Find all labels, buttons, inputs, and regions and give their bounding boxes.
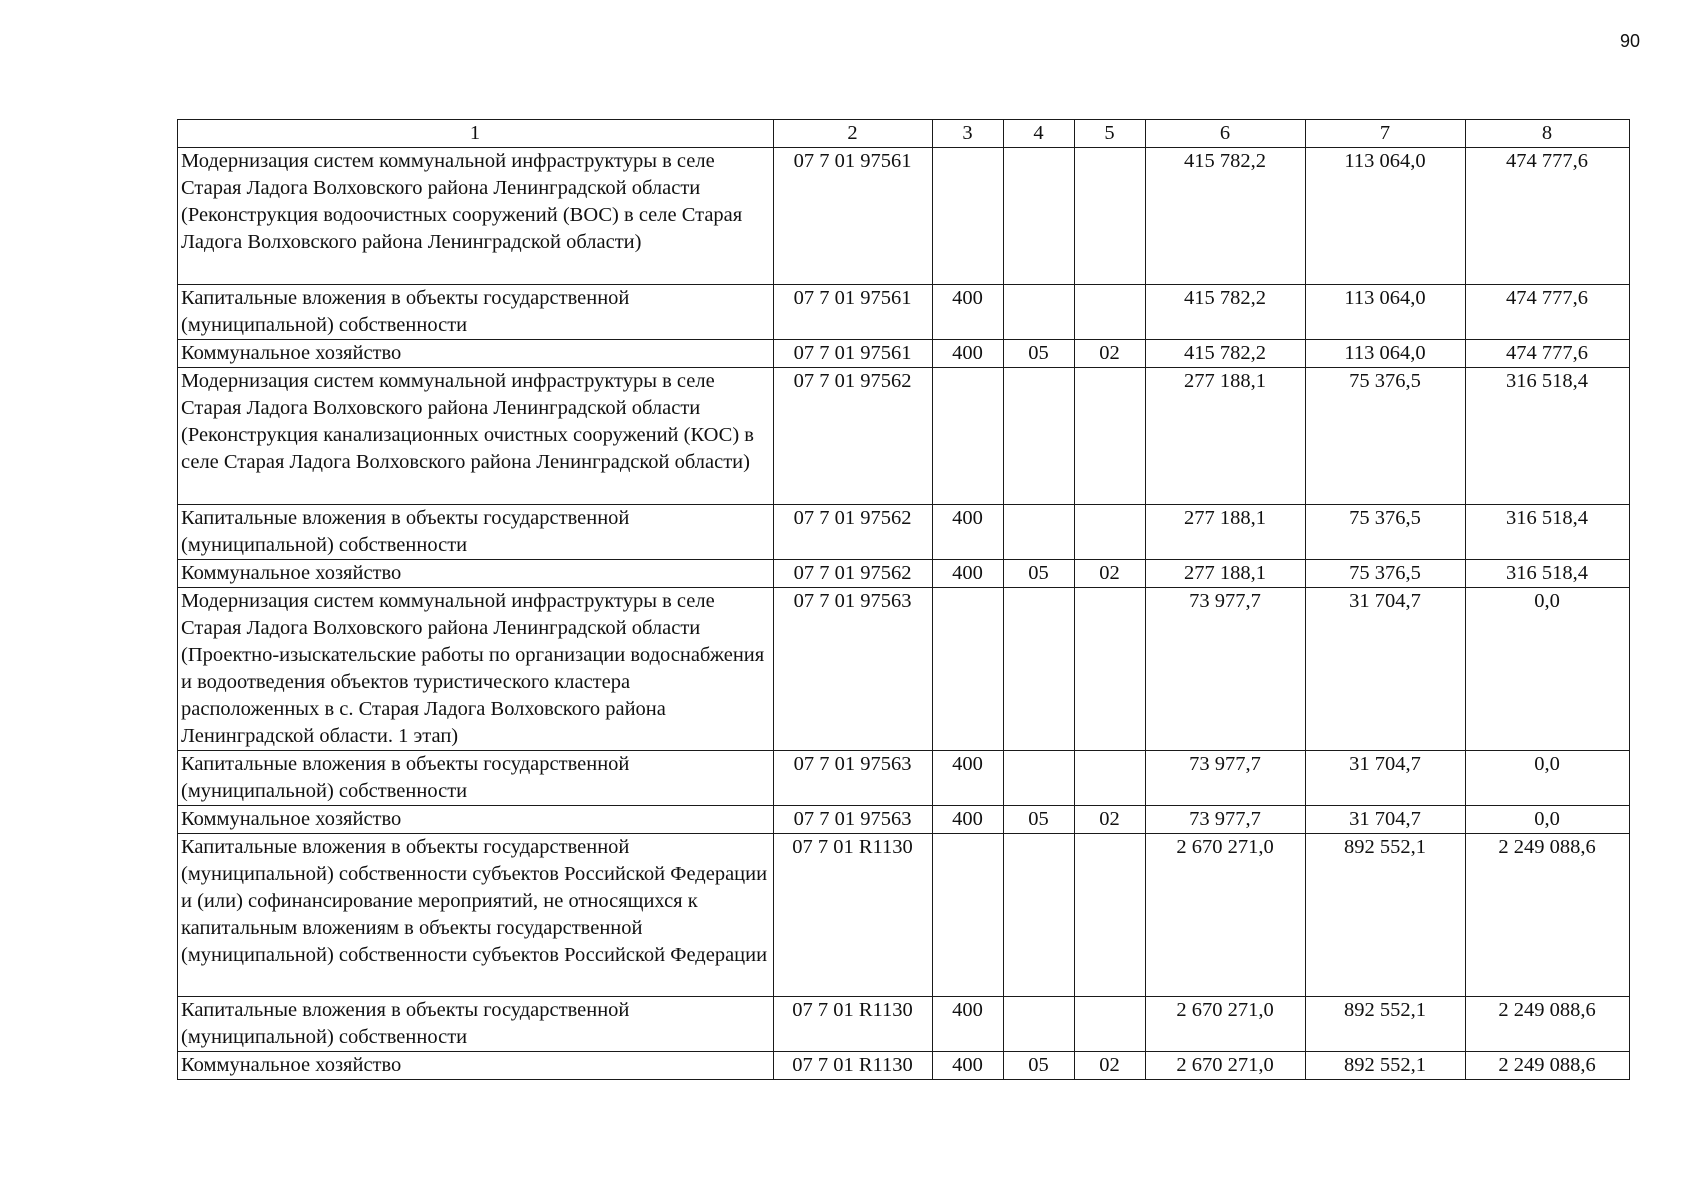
row-col4 — [1004, 997, 1075, 1052]
row-value-8: 2 249 088,6 — [1466, 997, 1630, 1052]
row-col3 — [933, 368, 1004, 505]
row-code: 07 7 01 R1130 — [774, 997, 933, 1052]
row-code: 07 7 01 R1130 — [774, 1052, 933, 1080]
row-value-6: 415 782,2 — [1146, 148, 1306, 285]
row-name: Коммунальное хозяйство — [178, 340, 774, 368]
row-value-8: 2 249 088,6 — [1466, 834, 1630, 997]
row-col4 — [1004, 834, 1075, 997]
column-header: 3 — [933, 120, 1004, 148]
row-name: Модернизация систем коммунальной инфраструктуры в селе Старая Ладога Волховского района Ленинградской области (Реконструкция водоочистных сооружений (ВОС) в селе Старая Ладога Волховского района Ленинградской области) — [178, 148, 774, 285]
row-value-7: 892 552,1 — [1306, 834, 1466, 997]
column-header: 1 — [178, 120, 774, 148]
row-code: 07 7 01 97562 — [774, 505, 933, 560]
row-col4: 05 — [1004, 560, 1075, 588]
column-header: 8 — [1466, 120, 1630, 148]
row-value-7: 31 704,7 — [1306, 588, 1466, 751]
column-header: 6 — [1146, 120, 1306, 148]
row-value-7: 892 552,1 — [1306, 997, 1466, 1052]
row-value-8: 2 249 088,6 — [1466, 1052, 1630, 1080]
row-value-6: 415 782,2 — [1146, 285, 1306, 340]
row-name: Капитальные вложения в объекты государственной (муниципальной) собственности — [178, 997, 774, 1052]
row-name: Коммунальное хозяйство — [178, 1052, 774, 1080]
row-col4 — [1004, 368, 1075, 505]
row-value-6: 2 670 271,0 — [1146, 997, 1306, 1052]
row-col3: 400 — [933, 560, 1004, 588]
table-row — [178, 806, 1630, 834]
table-row — [178, 148, 1630, 285]
row-value-6: 73 977,7 — [1146, 751, 1306, 806]
row-value-7: 31 704,7 — [1306, 751, 1466, 806]
row-value-7: 113 064,0 — [1306, 148, 1466, 285]
row-code: 07 7 01 97562 — [774, 368, 933, 505]
row-col5: 02 — [1075, 560, 1146, 588]
row-col4 — [1004, 751, 1075, 806]
row-value-8: 474 777,6 — [1466, 340, 1630, 368]
row-value-7: 113 064,0 — [1306, 285, 1466, 340]
row-col3: 400 — [933, 751, 1004, 806]
row-col5: 02 — [1075, 340, 1146, 368]
row-name: Капитальные вложения в объекты государственной (муниципальной) собственности субъектов Российской Федерации и (или) софинансирование мероприятий, не относящихся к капитальным вложениям в объекты государственной (муниципальной) собственности субъектов Российской Федерации — [178, 834, 774, 997]
row-col3: 400 — [933, 505, 1004, 560]
row-name: Коммунальное хозяйство — [178, 560, 774, 588]
row-value-8: 474 777,6 — [1466, 148, 1630, 285]
table-row — [178, 751, 1630, 806]
row-value-7: 75 376,5 — [1306, 560, 1466, 588]
row-name: Капитальные вложения в объекты государственной (муниципальной) собственности — [178, 505, 774, 560]
row-value-7: 75 376,5 — [1306, 505, 1466, 560]
row-value-7: 31 704,7 — [1306, 806, 1466, 834]
table-row — [178, 340, 1630, 368]
row-col3: 400 — [933, 340, 1004, 368]
row-value-8: 316 518,4 — [1466, 368, 1630, 505]
row-code: 07 7 01 97563 — [774, 751, 933, 806]
row-col4: 05 — [1004, 806, 1075, 834]
row-col3: 400 — [933, 285, 1004, 340]
row-col5 — [1075, 997, 1146, 1052]
row-col4 — [1004, 148, 1075, 285]
table-row — [178, 560, 1630, 588]
row-col5 — [1075, 148, 1146, 285]
row-value-8: 474 777,6 — [1466, 285, 1630, 340]
row-code: 07 7 01 97563 — [774, 806, 933, 834]
row-col5 — [1075, 834, 1146, 997]
table-row — [178, 368, 1630, 505]
column-header: 7 — [1306, 120, 1466, 148]
row-name: Модернизация систем коммунальной инфраструктуры в селе Старая Ладога Волховского района Ленинградской области (Реконструкция канализационных очистных сооружений (КОС) в селе Старая Ладога Волховского района Ленинградской области) — [178, 368, 774, 505]
row-code: 07 7 01 97561 — [774, 340, 933, 368]
row-col3: 400 — [933, 997, 1004, 1052]
column-header: 4 — [1004, 120, 1075, 148]
column-header: 5 — [1075, 120, 1146, 148]
table-row — [178, 834, 1630, 997]
row-col3 — [933, 148, 1004, 285]
header-row — [178, 120, 1630, 148]
table-row — [178, 588, 1630, 751]
row-value-6: 277 188,1 — [1146, 368, 1306, 505]
row-value-6: 2 670 271,0 — [1146, 1052, 1306, 1080]
budget-table — [177, 119, 1630, 1080]
row-value-6: 2 670 271,0 — [1146, 834, 1306, 997]
row-value-8: 316 518,4 — [1466, 560, 1630, 588]
row-name: Капитальные вложения в объекты государственной (муниципальной) собственности — [178, 751, 774, 806]
row-name: Модернизация систем коммунальной инфраструктуры в селе Старая Ладога Волховского района Ленинградской области (Проектно-изыскательские работы по организации водоснабжения и водоотведения объектов туристического кластера расположенных в с. Старая Ладога Волховского района Ленинградской области. 1 этап) — [178, 588, 774, 751]
row-value-6: 73 977,7 — [1146, 806, 1306, 834]
row-code: 07 7 01 R1130 — [774, 834, 933, 997]
row-value-8: 0,0 — [1466, 588, 1630, 751]
row-col3: 400 — [933, 1052, 1004, 1080]
row-value-8: 0,0 — [1466, 751, 1630, 806]
row-value-6: 73 977,7 — [1146, 588, 1306, 751]
row-col4: 05 — [1004, 340, 1075, 368]
table-row — [178, 505, 1630, 560]
row-col5: 02 — [1075, 1052, 1146, 1080]
page-number: 90 — [1620, 31, 1641, 51]
row-code: 07 7 01 97562 — [774, 560, 933, 588]
row-value-7: 75 376,5 — [1306, 368, 1466, 505]
row-name: Коммунальное хозяйство — [178, 806, 774, 834]
table-row — [178, 1052, 1630, 1080]
row-value-6: 415 782,2 — [1146, 340, 1306, 368]
row-col5: 02 — [1075, 806, 1146, 834]
row-value-8: 316 518,4 — [1466, 505, 1630, 560]
table-row — [178, 285, 1630, 340]
row-col3: 400 — [933, 806, 1004, 834]
row-code: 07 7 01 97561 — [774, 285, 933, 340]
column-header: 2 — [774, 120, 933, 148]
row-col5 — [1075, 751, 1146, 806]
row-col5 — [1075, 588, 1146, 751]
row-col4 — [1004, 588, 1075, 751]
row-col4: 05 — [1004, 1052, 1075, 1080]
row-value-7: 892 552,1 — [1306, 1052, 1466, 1080]
row-value-6: 277 188,1 — [1146, 560, 1306, 588]
row-col5 — [1075, 368, 1146, 505]
row-col4 — [1004, 285, 1075, 340]
row-value-8: 0,0 — [1466, 806, 1630, 834]
row-code: 07 7 01 97561 — [774, 148, 933, 285]
row-name: Капитальные вложения в объекты государственной (муниципальной) собственности — [178, 285, 774, 340]
row-col4 — [1004, 505, 1075, 560]
row-value-6: 277 188,1 — [1146, 505, 1306, 560]
row-value-7: 113 064,0 — [1306, 340, 1466, 368]
row-code: 07 7 01 97563 — [774, 588, 933, 751]
row-col5 — [1075, 285, 1146, 340]
row-col3 — [933, 588, 1004, 751]
row-col5 — [1075, 505, 1146, 560]
table-row — [178, 997, 1630, 1052]
row-col3 — [933, 834, 1004, 997]
